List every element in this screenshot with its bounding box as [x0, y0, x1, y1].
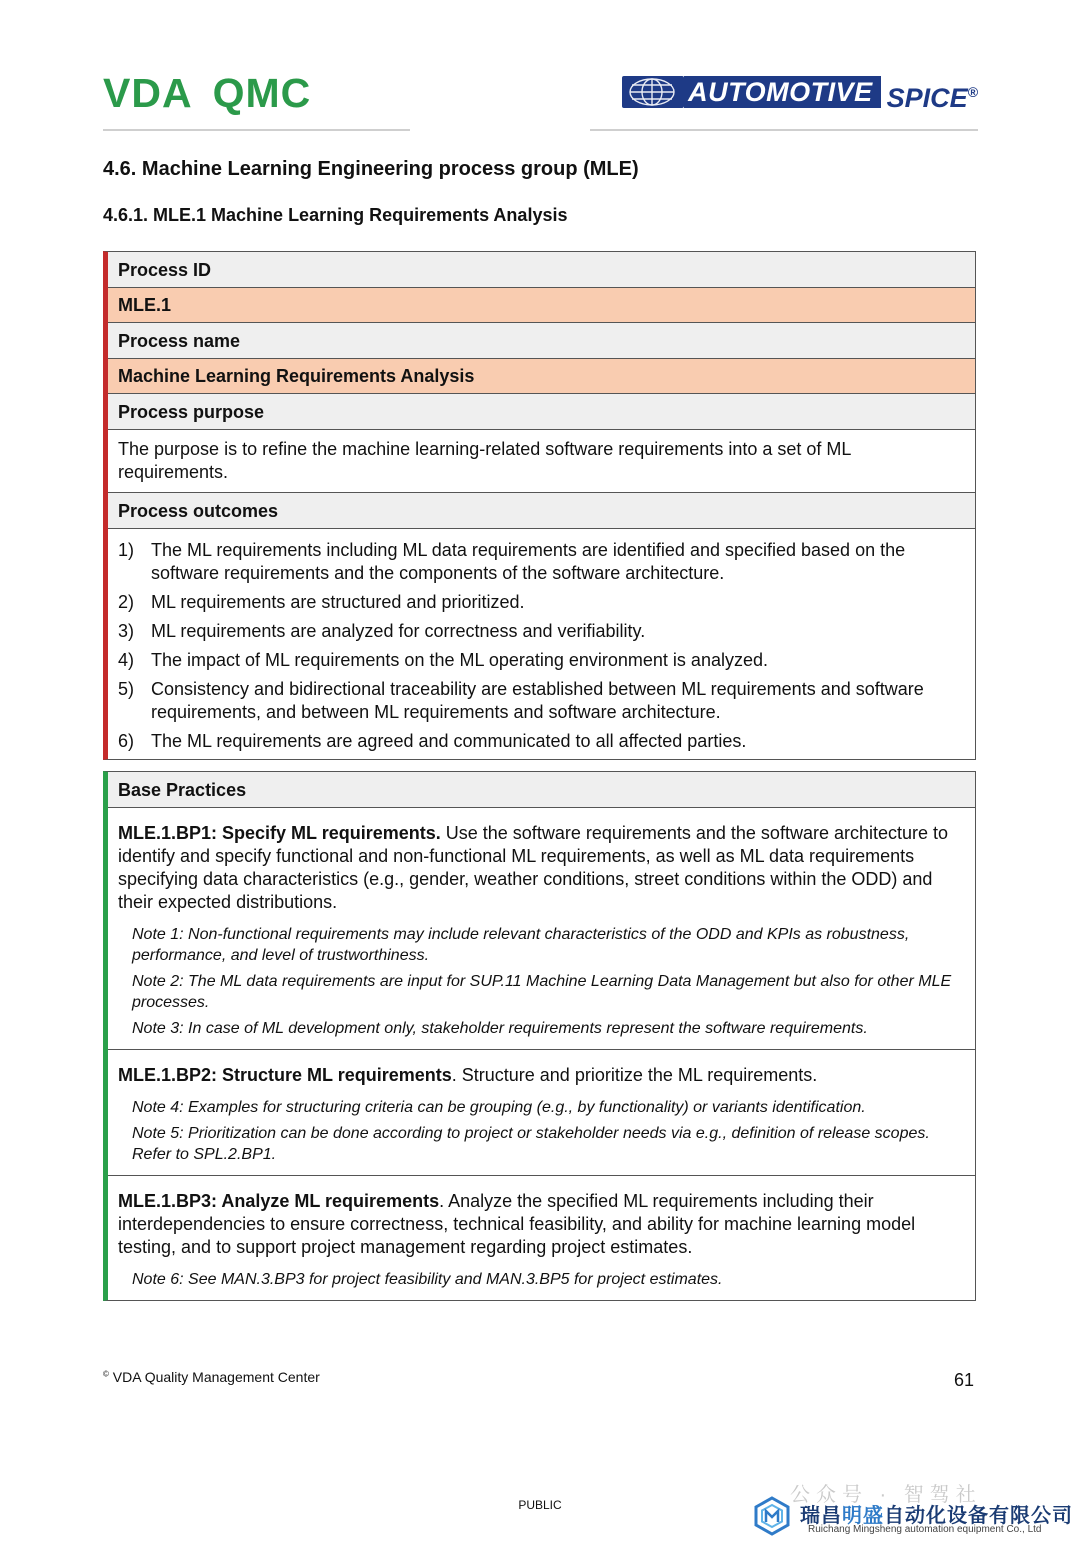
list-item: 2) ML requirements are structured and prioritized. — [118, 592, 525, 612]
note: Note 2: The ML data requirements are input for SUP.11 Machine Learning Data Management but also for other MLE processes. — [132, 973, 952, 1011]
base-practices-label: Base Practices — [108, 772, 975, 808]
list-item: 6) The ML requirements are agreed and communicated to all affected parties. — [118, 731, 747, 751]
subsection-title: 4.6.1. MLE.1 Machine Learning Requirements Analysis — [103, 205, 568, 225]
note: Note 3: In case of ML development only, stakeholder requirements represent the software requirements. — [132, 1020, 868, 1037]
list-item: 5) Consistency and bidirectional traceability are established between ML requirements and software requirements, and between ML requirements and software architecture. — [118, 679, 924, 722]
base-practices-table — [103, 771, 976, 1301]
vda-qmc-logo — [103, 70, 311, 117]
header-divider — [590, 129, 978, 131]
note: Note 6: See MAN.3.BP3 for project feasibility and MAN.3.BP5 for project estimates. — [132, 1271, 723, 1288]
bp3-title: MLE.1.BP3: Analyze ML requirements — [118, 1191, 440, 1211]
base-practice-bp3 — [108, 1176, 975, 1300]
note: Note 1: Non-functional requirements may include relevant characteristics of the ODD and KPIs as robustness, performance, and level of trustworthiness. — [132, 926, 910, 964]
logo-spice: SPICE® — [886, 83, 978, 113]
process-purpose-label: Process purpose — [108, 394, 975, 430]
watermark — [750, 1478, 1080, 1542]
section-title: 4.6. Machine Learning Engineering process group (MLE) — [103, 158, 639, 180]
bp1-text: Use the software requirements and the software architecture to identify and specify functional and non-functional ML requirements, as well as ML data requirements specifying data characteristics (e.g., gender, weather conditions, street conditions within the ODD) and their expected distributions. — [118, 823, 949, 912]
process-name-label: Process name — [108, 323, 975, 359]
note: Note 5: Prioritization can be done according to project or stakeholder needs via e.g., definition of release scopes. Refer to SPL.2.BP1. — [132, 1125, 930, 1163]
logo-qmc: QMC — [212, 70, 312, 116]
base-practice-bp1 — [108, 808, 975, 1050]
process-purpose-text: The purpose is to refine the machine learning-related software requirements into a set of ML requirements. — [108, 430, 975, 493]
list-item: 4) The impact of ML requirements on the ML operating environment is analyzed. — [118, 650, 768, 670]
logo-vda: VDA — [103, 70, 193, 116]
page-header — [103, 70, 978, 132]
watermark-ghost-text: 公众号 · 智驾社 — [790, 1484, 982, 1506]
classification-label: PUBLIC — [518, 1498, 562, 1512]
page-number: 61 — [954, 1370, 975, 1390]
list-item: 1) The ML requirements including ML data requirements are identified and specified based on the software requirements and the components of the software architecture. — [118, 540, 906, 583]
process-outcomes-label: Process outcomes — [108, 493, 975, 529]
process-name-value: Machine Learning Requirements Analysis — [108, 359, 975, 394]
company-logo-icon — [752, 1496, 792, 1536]
note: Note 4: Examples for structuring criteria can be grouping (e.g., by functionality) or variants identification. — [132, 1099, 866, 1116]
list-item: 3) ML requirements are analyzed for correctness and verifiability. — [118, 621, 646, 641]
process-id-value: MLE.1 — [108, 288, 975, 323]
company-name-cn: 瑞昌明盛自动化设备有限公司 — [800, 1505, 1073, 1527]
globe-icon — [622, 76, 684, 108]
process-outcomes-list — [108, 529, 975, 759]
company-name-en: Ruichang Mingsheng automation equipment Co., Ltd — [808, 1524, 1042, 1535]
copyright: © VDA Quality Management Center — [103, 1369, 320, 1385]
process-id-label: Process ID — [108, 252, 975, 288]
bp2-text: . Structure and prioritize the ML requirements. — [451, 1065, 818, 1085]
bp3-text: . Analyze the specified ML requirements including their interdependencies to ensure correctness, technical feasibility, and ability for machine learning model testing, and to support project management regarding project estimates. — [118, 1191, 916, 1257]
base-practice-bp2 — [108, 1050, 975, 1176]
header-divider — [103, 129, 410, 131]
bp1-title: MLE.1.BP1: Specify ML requirements. — [118, 823, 441, 843]
process-table — [103, 251, 976, 760]
logo-automotive: AUTOMOTIVE — [684, 76, 881, 108]
bp2-title: MLE.1.BP2: Structure ML requirements — [118, 1065, 452, 1085]
automotive-spice-logo — [622, 76, 978, 113]
